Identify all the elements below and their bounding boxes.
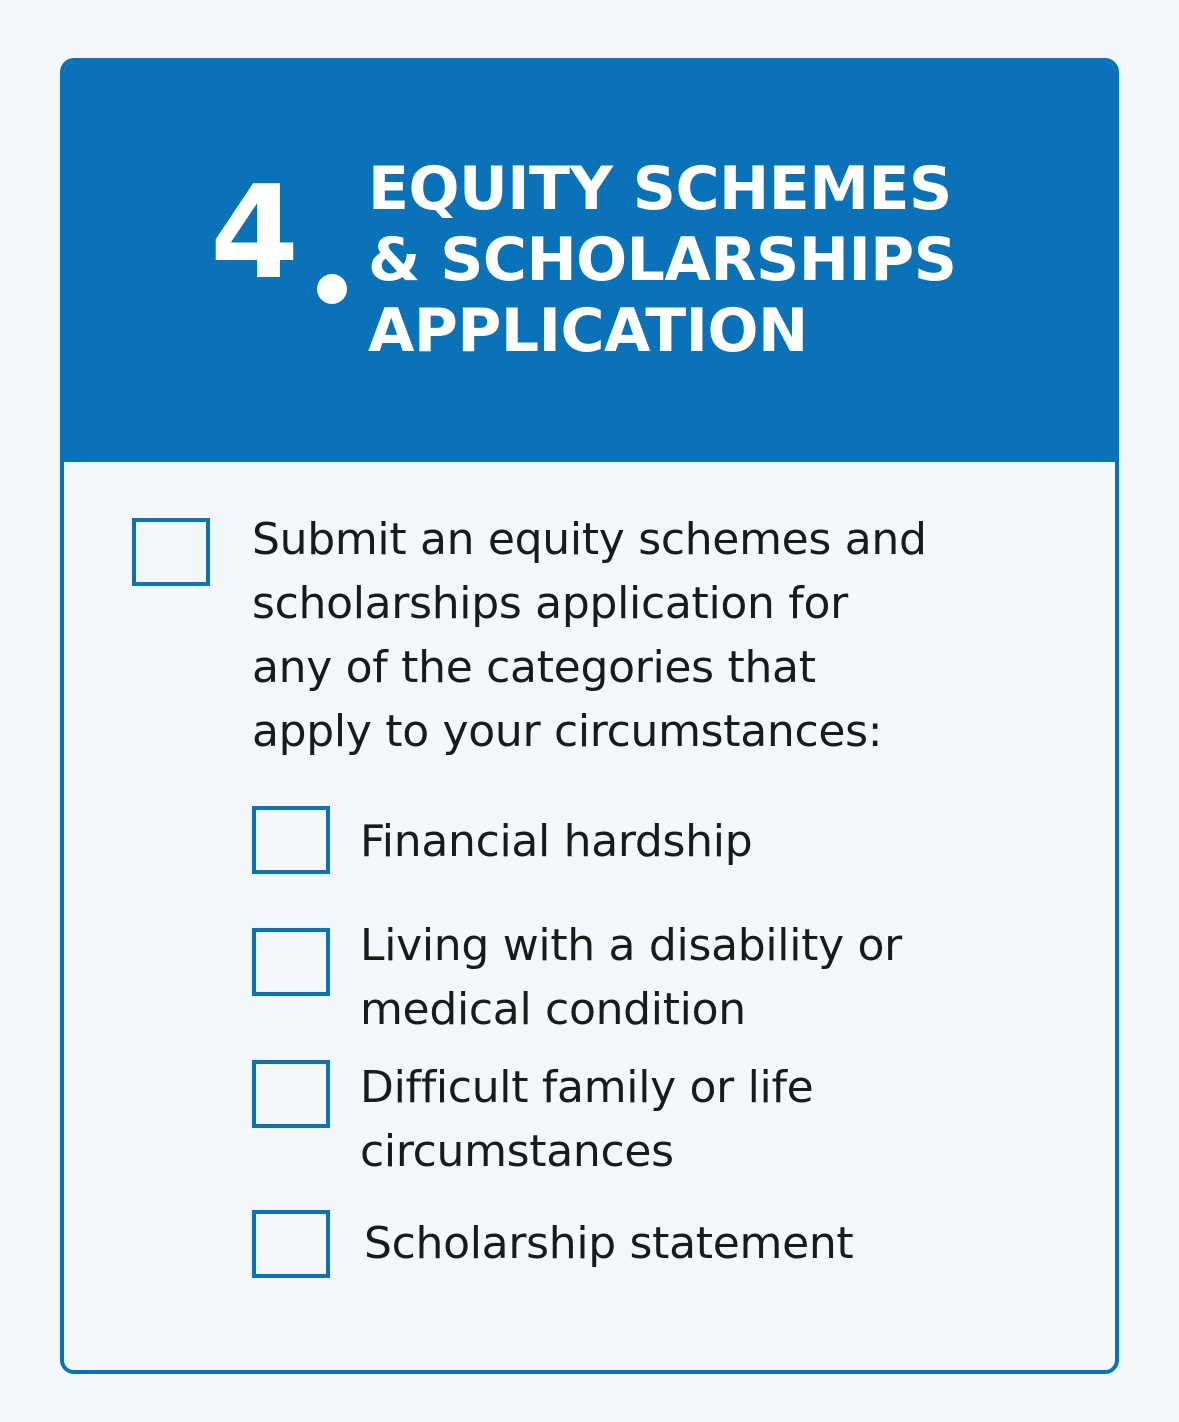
section-title [368, 154, 957, 367]
difficult-circumstances-label [360, 1056, 813, 1184]
main-item-text-line-4: apply to your circumstances: [252, 706, 883, 757]
step-number-dot [317, 274, 347, 304]
checklist-card [60, 58, 1119, 1374]
disability-label [360, 914, 902, 1042]
section-title-line-2: & SCHOLARSHIPS [368, 225, 957, 295]
disability-checkbox[interactable] [252, 928, 330, 996]
main-item-text-line-2: scholarships application for [252, 578, 848, 629]
difficult-circumstances-label-line-2: circumstances [360, 1126, 674, 1177]
disability-label-line-1: Living with a disability or [360, 920, 902, 971]
scholarship-statement-label [364, 1212, 853, 1276]
card-header [64, 62, 1115, 462]
financial-hardship-label-line-1: Financial hardship [360, 816, 753, 867]
main-item-checkbox[interactable] [132, 518, 210, 586]
difficult-circumstances-label-line-1: Difficult family or life [360, 1062, 814, 1113]
main-item-text-line-3: any of the categories that [252, 642, 816, 693]
financial-hardship-checkbox[interactable] [252, 806, 330, 874]
scholarship-statement-label-line-1: Scholarship statement [364, 1218, 854, 1269]
financial-hardship-label [360, 810, 752, 874]
section-title-line-1: EQUITY SCHEMES [368, 154, 952, 224]
disability-label-line-2: medical condition [360, 984, 746, 1035]
scholarship-statement-checkbox[interactable] [252, 1210, 330, 1278]
main-item-text-line-1: Submit an equity schemes and [252, 514, 927, 565]
difficult-circumstances-checkbox[interactable] [252, 1060, 330, 1128]
main-item-text [252, 508, 1072, 764]
section-title-line-3: APPLICATION [368, 296, 808, 366]
step-number: 4 [210, 159, 296, 308]
